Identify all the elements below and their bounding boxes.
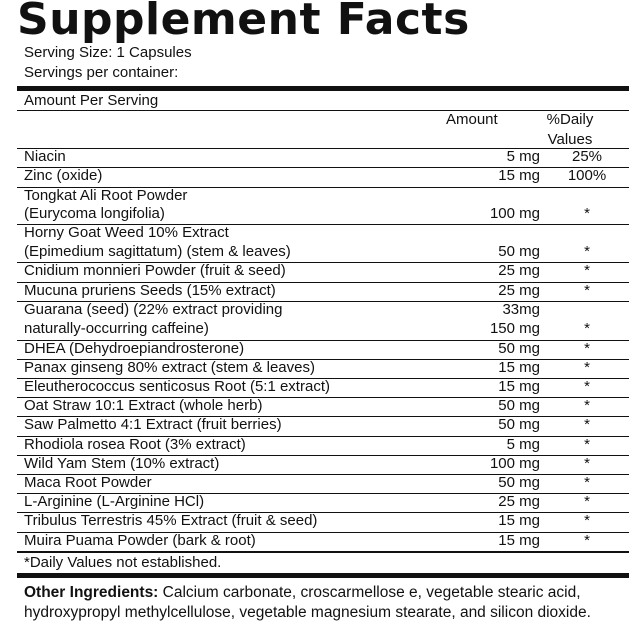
table-row: [17, 378, 629, 397]
table-row: [17, 148, 629, 167]
ingredient-name: Horny Goat Weed 10% Extract: [24, 224, 229, 241]
ingredient-name: Niacin: [24, 148, 66, 165]
ingredient-name: Tribulus Terrestris 45% Extract (fruit & seed): [24, 512, 318, 529]
table-row: [17, 436, 629, 455]
table-row: [17, 262, 629, 281]
ingredient-amount: 150 mg: [489, 320, 540, 337]
panel-title: Supplement Facts: [17, 0, 470, 45]
other-ingredients: [24, 583, 634, 623]
table-row: [17, 397, 629, 416]
serving-size: Serving Size: 1 Capsules: [24, 44, 192, 61]
ingredient-name: Maca Root Powder: [24, 474, 152, 491]
servings-per-container: Servings per container:: [24, 64, 179, 81]
thick-rule: [17, 86, 629, 91]
ingredient-daily-value: *: [584, 340, 590, 357]
ingredient-daily-value: *: [584, 282, 590, 299]
ingredient-daily-value: *: [584, 532, 590, 549]
ingredient-daily-value: *: [584, 397, 590, 414]
ingredient-amount: 15 mg: [498, 378, 540, 395]
ingredient-amount: 15 mg: [498, 359, 540, 376]
ingredient-amount: 100 mg: [489, 455, 540, 472]
ingredient-daily-value: *: [584, 436, 590, 453]
ingredient-name: (Epimedium sagittatum) (stem & leaves): [24, 243, 291, 260]
table-row: [17, 340, 629, 359]
ingredient-amount: 100 mg: [489, 205, 540, 222]
ingredient-daily-value: *: [584, 493, 590, 510]
ingredient-amount: 5 mg: [506, 148, 540, 165]
ingredient-amount: 25 mg: [498, 493, 540, 510]
ingredient-name: Eleutherococcus senticosus Root (5:1 extract): [24, 378, 330, 395]
ingredient-name: (Eurycoma longifolia): [24, 205, 165, 222]
ingredient-amount: 50 mg: [498, 243, 540, 260]
ingredient-amount: 50 mg: [498, 416, 540, 433]
table-row: [17, 493, 629, 512]
table-row: [17, 187, 629, 206]
ingredient-daily-value: *: [584, 262, 590, 279]
col-amount-header: Amount: [446, 111, 498, 128]
ingredient-daily-value: *: [584, 243, 590, 260]
col-dv-header-2: Values: [547, 131, 593, 148]
table-row: [17, 205, 629, 224]
ingredient-amount: 15 mg: [498, 167, 540, 184]
table-row: [17, 416, 629, 435]
ingredient-name: naturally-occurring caffeine): [24, 320, 209, 337]
ingredient-name: L-Arginine (L-Arginine HCl): [24, 493, 205, 510]
ingredient-name: Panax ginseng 80% extract (stem & leaves): [24, 359, 315, 376]
table-row: [17, 359, 629, 378]
ingredient-amount: 15 mg: [498, 532, 540, 549]
ingredient-daily-value: 100%: [567, 167, 607, 184]
other-ingredients-label: Other Ingredients:: [24, 584, 159, 601]
col-dv-header-1: %Daily: [546, 111, 594, 128]
other-ingredients-text: Calcium carbonate, croscarmellose e, vegetable stearic acid, hydroxypropyl methylcellulose, vegetable magnesium stearate, and silicon dioxide.: [24, 584, 591, 621]
ingredient-daily-value: *: [584, 455, 590, 472]
ingredient-amount: 15 mg: [498, 512, 540, 529]
table-row: [17, 455, 629, 474]
ingredient-amount: 25 mg: [498, 262, 540, 279]
table-row: [17, 167, 629, 186]
table-row: [17, 474, 629, 493]
bottom-rule: [17, 551, 629, 553]
ingredient-name: Muira Puama Powder (bark & root): [24, 532, 256, 549]
ingredient-amount: 50 mg: [498, 474, 540, 491]
ingredient-daily-value: *: [584, 416, 590, 433]
ingredient-name: Rhodiola rosea Root (3% extract): [24, 436, 246, 453]
ingredient-name: Oat Straw 10:1 Extract (whole herb): [24, 397, 263, 414]
ingredient-name: Saw Palmetto 4:1 Extract (fruit berries): [24, 416, 282, 433]
ingredient-amount: 50 mg: [498, 397, 540, 414]
ingredient-daily-value: 25%: [571, 148, 603, 165]
ingredient-daily-value: *: [584, 378, 590, 395]
ingredient-name: Mucuna pruriens Seeds (15% extract): [24, 282, 276, 299]
table-row: [17, 532, 629, 551]
ingredient-daily-value: *: [584, 512, 590, 529]
footnote: *Daily Values not established.: [24, 554, 222, 571]
ingredient-amount: 25 mg: [498, 282, 540, 299]
table-row: [17, 320, 629, 339]
ingredient-amount: 50 mg: [498, 340, 540, 357]
ingredient-daily-value: *: [584, 359, 590, 376]
table-row: [17, 512, 629, 531]
ingredient-name: Guarana (seed) (22% extract providing: [24, 301, 283, 318]
ingredient-name: Zinc (oxide): [24, 167, 103, 184]
thick-rule-bottom: [17, 573, 629, 578]
amount-per-serving: Amount Per Serving: [24, 92, 159, 109]
divider: [17, 110, 629, 111]
table-row: [17, 282, 629, 301]
table-row: [17, 301, 629, 320]
table-row: [17, 224, 629, 243]
table-row: [17, 243, 629, 262]
ingredient-daily-value: *: [584, 320, 590, 337]
ingredient-daily-value: *: [584, 474, 590, 491]
ingredient-name: DHEA (Dehydroepiandrosterone): [24, 340, 245, 357]
ingredient-name: Tongkat Ali Root Powder: [24, 187, 188, 204]
ingredient-amount: 5 mg: [506, 436, 540, 453]
ingredient-amount: 33mg: [502, 301, 540, 318]
ingredient-daily-value: *: [584, 205, 590, 222]
ingredient-name: Cnidium monnieri Powder (fruit & seed): [24, 262, 286, 279]
ingredient-name: Wild Yam Stem (10% extract): [24, 455, 220, 472]
